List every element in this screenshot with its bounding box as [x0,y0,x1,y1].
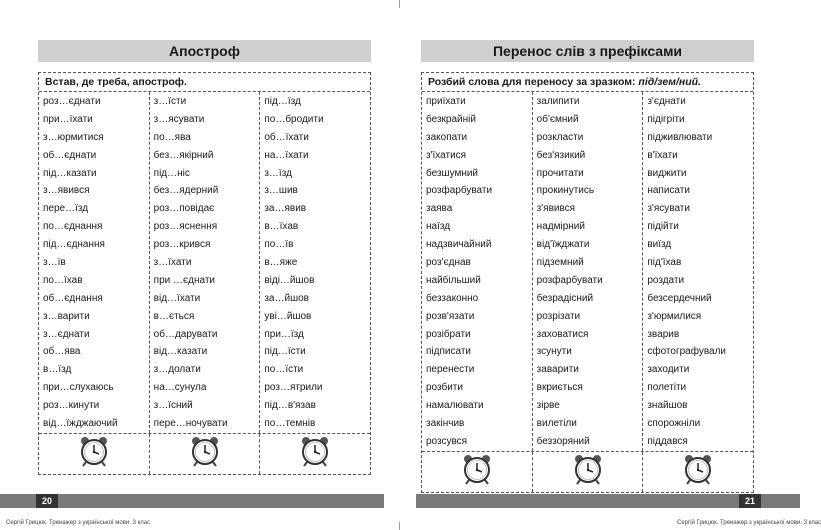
exercise-word: з…єднати [43,328,90,340]
left-page-number: 20 [36,494,58,508]
exercise-word: безрадісний [536,292,594,304]
exercise-word: від…казати [153,346,208,358]
exercise-word: з'їхатися [426,149,467,161]
exercise-word: з'ясувати [647,203,690,215]
exercise-word: намалювати [426,400,484,412]
exercise-word: сфотографували [647,346,727,358]
right-page [421,40,754,493]
exercise-word: з…варити [43,310,90,322]
exercise-word: зварив [647,328,680,340]
exercise-word: прокинутись [536,185,595,197]
exercise-word: підійти [647,221,679,233]
word-column [533,92,644,451]
exercise-word: роз…єднати [43,96,101,107]
exercise-word: при …єднати [153,274,215,286]
exercise-word: пере…їзд [43,203,89,215]
exercise-word: під…їзд [264,96,301,107]
exercise-word: під'їхав [647,257,682,269]
exercise-word: заховатися [536,328,589,340]
right-footer-credit: Сергій Грицюк. Тренажер з української мови. 3 клас [677,520,821,526]
exercise-word: розібрати [426,328,471,340]
exercise-word: об…дарувати [153,328,218,340]
exercise-word: надмірний [536,221,585,233]
exercise-word: з…долати [153,364,201,376]
timer-cell [533,452,644,492]
exercise-word: на…їхати [264,149,309,161]
left-page [38,40,371,475]
right-timer-row [422,451,753,492]
exercise-word: без…якірний [153,149,214,161]
exercise-word: об…єднати [43,149,97,161]
exercise-word: з…їв [43,257,66,269]
exercise-word: з…ясувати [153,113,205,125]
exercise-word: на…сунула [153,382,207,394]
exercise-word: по…їв [264,239,294,251]
exercise-word: спорожніли [647,418,701,430]
spine-marker-bottom [399,522,400,530]
exercise-word: надзвичайний [426,239,492,251]
exercise-word: по…ява [153,131,191,143]
left-page-title: Апостроф [38,40,371,62]
alarm-clock-icon [460,453,494,490]
exercise-word: по…єднання [43,221,103,233]
exercise-word: пере…ночувати [153,418,228,430]
exercise-word: в…яже [264,257,298,269]
exercise-word: в…їзд [43,364,72,376]
exercise-word: розфарбувати [426,185,493,197]
exercise-word: з…їзд [264,167,292,179]
exercise-word: підігріти [647,113,685,125]
exercise-word: перенести [426,364,475,376]
exercise-word: зсунути [536,346,572,358]
exercise-word: об…єднання [43,292,103,304]
exercise-word: безкрайній [426,113,476,125]
exercise-word: приїхати [426,96,466,107]
exercise-word: розбити [426,382,463,394]
exercise-word: під…казати [43,167,97,179]
exercise-word: без…ядерний [153,185,219,197]
spine-marker-top [399,0,400,8]
exercise-word: підземний [536,257,584,269]
alarm-clock-icon [571,453,605,490]
exercise-word: роз…ятрили [264,382,323,394]
timer-cell [422,452,533,492]
exercise-word: написати [647,185,690,197]
exercise-word: роздати [647,274,685,286]
exercise-word: розрізати [536,310,581,322]
exercise-word: вкриється [536,382,583,394]
exercise-word: полетіти [647,382,687,394]
exercise-word: заварити [536,364,579,376]
alarm-clock-icon [298,435,332,472]
exercise-word: знайшов [647,400,688,412]
exercise-word: вилетіли [536,418,577,430]
apostrophe-exercise [38,72,371,475]
exercise-word: закінчив [426,418,465,430]
word-column [150,92,261,433]
exercise-word: безшумний [426,167,479,179]
exercise-word: роз'єднав [426,257,471,269]
exercise-word: віді…йшов [264,274,315,286]
exercise-word: від'їжджати [536,239,590,251]
exercise-word: підписати [426,346,471,358]
exercise-word: під…єднання [43,239,105,251]
exercise-word: від…їжджаючий [43,418,118,430]
exercise-word: піддався [647,435,688,447]
word-column [39,92,150,433]
exercise-word: при…їзд [264,328,304,340]
exercise-word: розсувся [426,435,468,447]
exercise-word: з'єднати [647,96,686,107]
exercise-word: підживлювати [647,131,713,143]
exercise-word: при…їхати [43,113,93,125]
word-column [643,92,753,451]
exercise-word: з…їхати [153,257,192,269]
timer-cell [150,434,261,474]
alarm-clock-icon [77,435,111,472]
exercise-word: по…темнів [264,418,316,430]
right-exercise-instruction [422,73,753,92]
alarm-clock-icon [681,453,715,490]
exercise-word: по…їхав [43,274,83,286]
left-word-columns [39,92,370,433]
exercise-word: розкласти [536,131,584,143]
exercise-word: без'язикий [536,149,586,161]
exercise-word: по…їсти [264,364,304,376]
exercise-word: заява [426,203,453,215]
word-column [260,92,370,433]
exercise-word: прочитати [536,167,584,179]
exercise-word: з…їсти [153,96,187,107]
exercise-word: роз…повідає [153,203,215,215]
hyphenation-exercise [421,72,754,493]
exercise-word: під…в'язав [264,400,316,412]
right-page-number: 21 [739,494,761,508]
timer-cell [643,452,753,492]
exercise-word: з'юрмилися [647,310,702,322]
exercise-word: за…йшов [264,292,309,304]
left-timer-row [39,433,370,474]
exercise-word: з…їсний [153,400,193,412]
exercise-word: під…ніс [153,167,190,179]
exercise-word: в'їхати [647,149,678,161]
exercise-word: з…юрмитися [43,131,104,143]
exercise-word: беззаконно [426,292,479,304]
exercise-word: виджити [647,167,687,179]
exercise-word: наїзд [426,221,451,233]
instruction-example: під/зем/ний. [638,76,701,88]
exercise-word: беззоряний [536,435,590,447]
word-column [422,92,533,451]
timer-cell [39,434,150,474]
right-word-columns [422,92,753,451]
exercise-word: під…їсти [264,346,306,358]
exercise-word: розфарбувати [536,274,603,286]
exercise-word: з…шив [264,185,298,197]
exercise-word: об…їхати [264,131,309,143]
exercise-word: в…ється [153,310,195,322]
exercise-word: з…явився [43,185,90,197]
alarm-clock-icon [188,435,222,472]
exercise-word: в…їхав [264,221,299,233]
exercise-word: закопати [426,131,468,143]
left-footer-credit: Сергій Грицюк. Тренажер з української мови. 3 клас [6,520,151,526]
left-exercise-instruction: Встав, де треба, апостроф. [39,73,370,92]
exercise-word: роз…кинути [43,400,100,412]
instruction-text: Розбий слова для переносу за зразком: [428,76,639,88]
exercise-word: найбільший [426,274,481,286]
exercise-word: об'ємний [536,113,579,125]
timer-cell [260,434,370,474]
exercise-word: з'явився [536,203,576,215]
exercise-word: заходити [647,364,690,376]
exercise-word: при…слухаюсь [43,382,114,394]
exercise-word: роз…крився [153,239,211,251]
exercise-word: виїзд [647,239,672,251]
exercise-word: розв'язати [426,310,475,322]
exercise-word: по…бродити [264,113,324,125]
exercise-word: за…явив [264,203,307,215]
exercise-word: зірве [536,400,560,412]
exercise-word: безсердечний [647,292,712,304]
right-page-title: Перенос слів з префіксами [421,40,754,62]
exercise-word: залипити [536,96,580,107]
exercise-word: уві…йшов [264,310,312,322]
exercise-word: роз…яснення [153,221,218,233]
exercise-word: об…ява [43,346,81,358]
exercise-word: від…їхати [153,292,201,304]
